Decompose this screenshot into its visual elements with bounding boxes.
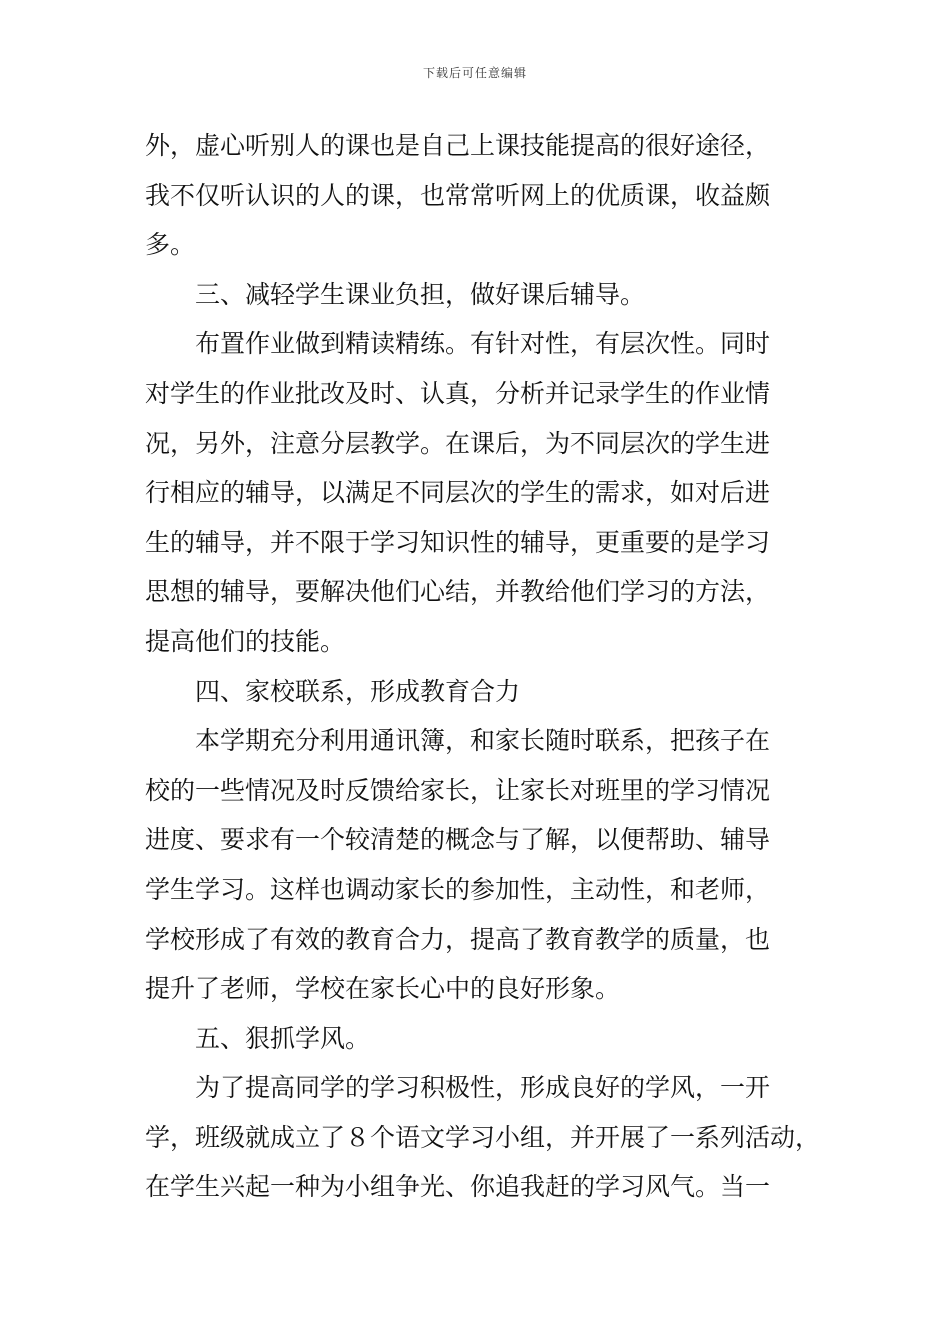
- text-line: 学生学习。这样也调动家长的参加性，主动性，和老师，: [145, 874, 771, 904]
- text-line: 在学生兴起一种为小组争光、你追我赶的学习风气。当一: [145, 1172, 771, 1202]
- text-line: 生的辅导，并不限于学习知识性的辅导，更重要的是学习: [145, 527, 771, 557]
- text-line: 进度、要求有一个较清楚的概念与了解，以便帮助、辅导: [145, 825, 771, 855]
- text-line: 我不仅听认识的人的课，也常常听网上的优质课，收益颇: [145, 180, 771, 210]
- text-line: 多。: [145, 230, 196, 260]
- document-body: [145, 121, 821, 1212]
- text-line: 提升了老师，学校在家长心中的良好形象。: [145, 974, 621, 1004]
- paragraph-start: 本学期充分利用通讯簿，和家长随时联系，把孩子在: [195, 726, 771, 756]
- text-line: 思想的辅导，要解决他们心结，并教给他们学习的方法，: [145, 577, 771, 607]
- text-line: 外，虚心听别人的课也是自己上课技能提高的很好途径，: [145, 131, 771, 160]
- text-line: 提高他们的技能。: [145, 626, 346, 656]
- paragraph-start: 为了提高同学的学习积极性，形成良好的学风，一开: [195, 1073, 771, 1103]
- section-heading: 三、减轻学生课业负担，做好课后辅导。: [195, 279, 646, 309]
- page-header: 下载后可任意编辑: [422, 66, 527, 80]
- text-line: 校的一些情况及时反馈给家长，让家长对班里的学习情况: [145, 775, 771, 805]
- text-line: 学，班级就成立了８个语文学习小组，并开展了一系列活动，: [145, 1122, 821, 1152]
- section-heading: 五、狠抓学风。: [195, 1023, 371, 1053]
- text-line: 行相应的辅导，以满足不同层次的学生的需求，如对后进: [145, 478, 771, 508]
- section-heading: 四、家校联系，形成教育合力: [195, 676, 521, 706]
- text-line: 对学生的作业批改及时、认真，分析并记录学生的作业情: [145, 378, 771, 408]
- text-line: 学校形成了有效的教育合力，提高了教育教学的质量，也: [145, 924, 771, 954]
- text-line: 况，另外，注意分层教学。在课后，为不同层次的学生进: [145, 428, 771, 458]
- paragraph-start: 布置作业做到精读精练。有针对性，有层次性。同时: [195, 329, 771, 359]
